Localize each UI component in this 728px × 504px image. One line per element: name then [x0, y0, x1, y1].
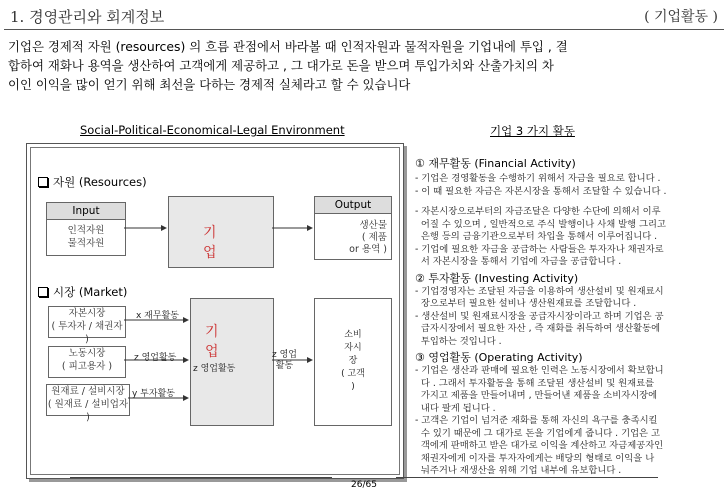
label-line: 활동 [275, 361, 294, 371]
output-label: Output [315, 197, 391, 214]
activity-line: - 기업은 생산과 판매에 필요한 인력은 노동시장에서 확보합니 [415, 365, 664, 376]
investing-label: y 투자활동 [132, 389, 175, 399]
output-item: or 용역 ) [349, 244, 387, 255]
market-sub: ( 투자자 / 채권자 ) [51, 321, 123, 345]
input-item: 물적자원 [67, 238, 105, 249]
consumer-line: ) [351, 382, 355, 392]
activity-line: - 기업에 필요한 자금을 공급하는 사람들은 투자자나 채권자로 [415, 243, 664, 255]
activity-line: 수 있기 때문에 그 대가로 돈을 기업에게 줍니다 . 기업은 고 [415, 427, 660, 439]
activity-title: ③ 영업활동 (Operating Activity) [415, 351, 583, 364]
inner-operating-label: z 영업활동 [193, 364, 236, 374]
intro-line: 이인 이익을 많이 얻기 위해 최선을 다하는 경제적 실체라고 할 수 있습니다 [8, 77, 411, 92]
input-item: 인적자원 [67, 225, 105, 236]
activity-line: 가지고 제품을 만들어내며 , 만들어낸 제품을 소비자시장에 [415, 390, 658, 401]
output-item: 생산물 [359, 220, 387, 231]
activity-line: 서 자본시장을 통해서 기업에 자금을 공급합니다 . [415, 256, 622, 267]
activity-line: 투입하는 것입니다 . [415, 335, 502, 347]
activity-line: - 기업경영자는 조달된 자금을 이용하여 생산설비 및 원재료시 [415, 285, 664, 297]
market-name: 자본시장 [68, 308, 106, 319]
activity-line: - 기업은 경영활동을 수행하기 위해서 자금을 필요로 합니다 . [415, 173, 661, 184]
activities-panel [415, 155, 715, 478]
market-title-text: 시장 (Market) [53, 285, 128, 299]
consumer-line: 소비 [344, 330, 362, 340]
activity-line: 장으로부터 필요한 설비나 생산원재료를 조달합니다 . [415, 298, 637, 309]
activity-line: 내다 팔게 됩니다 . [415, 402, 496, 414]
resources-title-text: 자원 (Resources) [53, 175, 147, 189]
firm-label: 기 업 [203, 225, 239, 261]
activity-line: - 이 때 필요한 자금은 자본시장을 통해서 조달할 수 있습니다 . [415, 185, 667, 197]
intro-line: 기업은 경제적 자원 (resources) 의 흐름 관점에서 바라볼 때 인적자원과 물적자원을 기업내에 투입 , 결 [8, 39, 568, 54]
firm-label: 기 업 [205, 324, 241, 360]
activity-spacer [415, 198, 715, 206]
consumer-line: ( 고객 [341, 369, 365, 379]
footer-divider-left [70, 477, 332, 478]
financing-label: x 재무활동 [136, 311, 179, 321]
activity-line: 급자시장에서 필요한 자산 , 즉 재화를 취득하여 생산활동에 [415, 323, 661, 334]
consumer-line: 자시 [344, 343, 362, 353]
market-sub: ( 원재료 / 설비업자 ) [47, 399, 129, 423]
footer-divider-right [396, 477, 658, 478]
operating-label: z 영업활동 [134, 353, 177, 363]
page-number: 26/65 [351, 480, 377, 490]
page-title: 1. 경영관리와 회계정보 [10, 8, 165, 26]
activity-title: ② 투자활동 (Investing Activity) [415, 271, 579, 285]
output-item: ( 제품 [361, 232, 387, 243]
activity-line: 채권자에게 이자를 투자자에게는 배당의 형태로 이익을 나 [415, 452, 655, 464]
activity-line: - 자본시장으로부터의 자금조달은 다양한 수단에 의해서 이루 [415, 206, 661, 217]
activity-line: 어질 수 있으며 , 일반적으로 주식 발행이나 사채 발행 그리고 [415, 218, 667, 230]
consumer-line: 장 [348, 356, 358, 366]
label-line: z 영업 [272, 350, 297, 360]
input-label: Input [47, 203, 125, 220]
activity-line: 다 . 그래서 투자활동을 통해 조달된 생산설비 및 원재료를 [415, 377, 655, 389]
section-tag: ( 기업활동 ) [644, 9, 718, 25]
market-sub: ( 피고용자 ) [61, 361, 113, 372]
activity-line: - 생산설비 및 원재료시장을 공급자시장이라고 하며 기업은 공 [415, 310, 664, 322]
intro-line: 합하여 재화나 용역을 생산하여 고객에게 제공하고 , 그 대가로 돈을 받으며 투입가치와 산출가치의 차 [8, 58, 554, 73]
activity-line: 눠주거나 재생산을 위해 기업 내부에 유보합니다 . [415, 465, 622, 476]
market-name: 노동시장 [68, 348, 106, 359]
activity-line: - 고객은 기업이 넘겨준 재화를 통해 자신의 욕구를 충족시킬 [415, 415, 658, 426]
activity-line: 은행 등의 금융기관으로부터 차입을 통해서 이루어집니다 . [415, 231, 658, 242]
environment-label: Social-Political-Economical-Legal Environment [80, 123, 345, 137]
activities-label: 기업 3 가지 활동 [490, 124, 575, 138]
market-name: 원재료 / 설비시장 [51, 386, 125, 397]
activity-line: 객에게 판매하고 받은 대가로 이익을 계산하고 자금제공자인 [415, 440, 664, 451]
activity-title: ① 재무활동 (Financial Activity) [415, 157, 576, 170]
